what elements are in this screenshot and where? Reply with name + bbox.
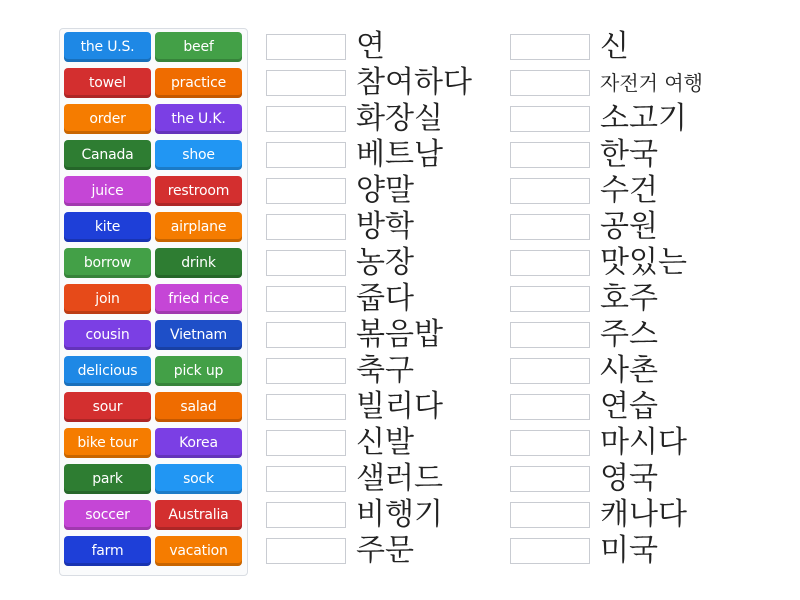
answer-tile[interactable]: Canada bbox=[64, 140, 151, 170]
answer-tile[interactable]: cousin bbox=[64, 320, 151, 350]
korean-term: 비행기 bbox=[356, 497, 443, 532]
korean-term: 빌리다 bbox=[356, 389, 443, 424]
answer-tile[interactable]: Australia bbox=[155, 500, 242, 530]
drop-slot[interactable] bbox=[266, 322, 346, 348]
answer-tile[interactable]: sour bbox=[64, 392, 151, 422]
drop-slot[interactable] bbox=[510, 538, 590, 564]
korean-term: 공원 bbox=[600, 209, 658, 244]
drop-slot[interactable] bbox=[510, 106, 590, 132]
drop-slot[interactable] bbox=[510, 34, 590, 60]
answer-tile[interactable]: the U.S. bbox=[64, 32, 151, 62]
korean-term: 양말 bbox=[356, 173, 414, 208]
korean-term: 연 bbox=[356, 29, 385, 64]
answer-tile[interactable]: the U.K. bbox=[155, 104, 242, 134]
korean-term: 신 bbox=[600, 29, 629, 64]
answer-tile[interactable]: pick up bbox=[155, 356, 242, 386]
answer-tile[interactable]: park bbox=[64, 464, 151, 494]
korean-term: 줍다 bbox=[356, 281, 414, 316]
korean-term: 베트남 bbox=[356, 137, 443, 172]
korean-term: 맛있는 bbox=[600, 245, 687, 280]
answer-tile[interactable]: soccer bbox=[64, 500, 151, 530]
answer-tile[interactable]: practice bbox=[155, 68, 242, 98]
drop-slot[interactable] bbox=[266, 178, 346, 204]
answer-tile[interactable]: Vietnam bbox=[155, 320, 242, 350]
drop-slot[interactable] bbox=[266, 286, 346, 312]
answer-tile[interactable]: bike tour bbox=[64, 428, 151, 458]
answer-tile[interactable]: delicious bbox=[64, 356, 151, 386]
korean-term: 화장실 bbox=[356, 101, 443, 136]
drop-slot[interactable] bbox=[510, 430, 590, 456]
drop-slot[interactable] bbox=[510, 286, 590, 312]
drop-slot[interactable] bbox=[266, 538, 346, 564]
answer-tile[interactable]: beef bbox=[155, 32, 242, 62]
korean-term: 수건 bbox=[600, 173, 658, 208]
korean-term: 신발 bbox=[356, 425, 414, 460]
answer-tile[interactable]: join bbox=[64, 284, 151, 314]
drop-slot[interactable] bbox=[510, 250, 590, 276]
answer-tile[interactable]: shoe bbox=[155, 140, 242, 170]
korean-term: 방학 bbox=[356, 209, 414, 244]
drop-slot[interactable] bbox=[266, 70, 346, 96]
answer-tile[interactable]: Korea bbox=[155, 428, 242, 458]
answer-tile[interactable]: kite bbox=[64, 212, 151, 242]
drop-slot[interactable] bbox=[266, 502, 346, 528]
korean-term: 샐러드 bbox=[356, 461, 443, 496]
drop-slot[interactable] bbox=[266, 106, 346, 132]
korean-term: 축구 bbox=[356, 353, 414, 388]
answer-tile[interactable]: restroom bbox=[155, 176, 242, 206]
korean-term: 연습 bbox=[600, 389, 658, 424]
answer-tile[interactable]: fried rice bbox=[155, 284, 242, 314]
drop-slot[interactable] bbox=[510, 178, 590, 204]
drop-slot[interactable] bbox=[510, 142, 590, 168]
korean-term: 주스 bbox=[600, 317, 658, 352]
korean-term: 사촌 bbox=[600, 353, 658, 388]
korean-term: 주문 bbox=[356, 533, 414, 568]
korean-term: 농장 bbox=[356, 245, 414, 280]
answer-tile[interactable]: sock bbox=[155, 464, 242, 494]
answer-tile[interactable]: towel bbox=[64, 68, 151, 98]
korean-term: 참여하다 bbox=[356, 65, 472, 100]
korean-term: 자전거 여행 bbox=[600, 71, 703, 95]
drop-slot[interactable] bbox=[510, 466, 590, 492]
korean-term: 마시다 bbox=[600, 425, 687, 460]
answer-tile[interactable]: juice bbox=[64, 176, 151, 206]
answer-tile[interactable]: vacation bbox=[155, 536, 242, 566]
drop-slot[interactable] bbox=[510, 214, 590, 240]
drop-slot[interactable] bbox=[510, 394, 590, 420]
answer-tile[interactable]: borrow bbox=[64, 248, 151, 278]
korean-term: 한국 bbox=[600, 137, 658, 172]
drop-slot[interactable] bbox=[510, 70, 590, 96]
answer-tile[interactable]: airplane bbox=[155, 212, 242, 242]
drop-slot[interactable] bbox=[266, 34, 346, 60]
answer-tile[interactable]: salad bbox=[155, 392, 242, 422]
drop-slot[interactable] bbox=[266, 142, 346, 168]
drop-slot[interactable] bbox=[266, 250, 346, 276]
answer-tile[interactable]: drink bbox=[155, 248, 242, 278]
korean-term: 영국 bbox=[600, 461, 658, 496]
korean-term: 캐나다 bbox=[600, 497, 687, 532]
korean-term: 소고기 bbox=[600, 101, 687, 136]
korean-term: 볶음밥 bbox=[356, 317, 443, 352]
korean-term: 호주 bbox=[600, 281, 658, 316]
drop-slot[interactable] bbox=[510, 358, 590, 384]
drop-slot[interactable] bbox=[510, 322, 590, 348]
drop-slot[interactable] bbox=[266, 358, 346, 384]
drop-slot[interactable] bbox=[266, 214, 346, 240]
answer-tile[interactable]: order bbox=[64, 104, 151, 134]
drop-slot[interactable] bbox=[266, 394, 346, 420]
drop-slot[interactable] bbox=[266, 466, 346, 492]
answer-tile[interactable]: farm bbox=[64, 536, 151, 566]
drop-slot[interactable] bbox=[266, 430, 346, 456]
korean-term: 미국 bbox=[600, 533, 658, 568]
drop-slot[interactable] bbox=[510, 502, 590, 528]
